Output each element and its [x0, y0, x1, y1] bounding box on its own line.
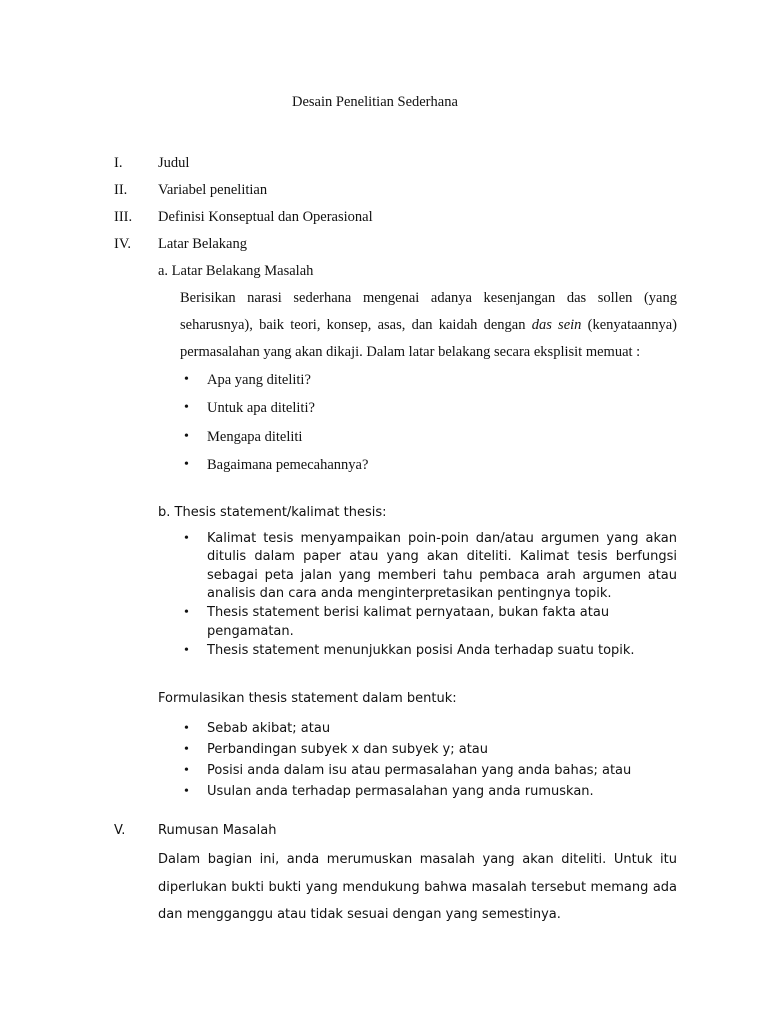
section-number: V. [114, 823, 126, 838]
bullet-dot: • [184, 643, 189, 658]
section-label: Judul [158, 155, 190, 171]
paragraph-line: Dalam bagian ini, anda merumuskan masalah yang akan diteliti. Untuk itu [158, 852, 677, 867]
italic-term: das sein [531, 317, 582, 333]
bullet-dot: • [184, 742, 189, 757]
section-number: II. [114, 182, 128, 198]
list-item: Sebab akibat; atau [207, 721, 331, 736]
list-item: Untuk apa diteliti? [207, 400, 315, 416]
paragraph-line [180, 317, 677, 334]
section-number: I. [114, 155, 123, 171]
list-item: Apa yang diteliti? [207, 372, 311, 388]
subsection-b-heading: b. Thesis statement/kalimat thesis: [158, 505, 387, 520]
section-label: Latar Belakang [158, 236, 247, 252]
bullet-dot: • [184, 605, 189, 620]
paragraph-line: permasalahan yang akan dikaji. Dalam latar belakang secara eksplisit memuat : [180, 344, 641, 360]
bullet-dot: • [184, 372, 189, 387]
list-item-line: pengamatan. [207, 624, 294, 639]
list-item-line: analisis dan cara anda menginterpretasikan pentingnya topik. [207, 586, 612, 601]
bullet-dot: • [184, 721, 189, 736]
section-number: III. [114, 209, 133, 225]
bullet-dot: • [184, 531, 189, 546]
section-label: Definisi Konseptual dan Operasional [158, 209, 373, 225]
list-item-line: Kalimat tesis menyampaikan poin-poin dan/atau argumen yang akan [207, 531, 677, 546]
list-item: Bagaimana pemecahannya? [207, 457, 369, 473]
bullet-dot: • [184, 400, 189, 415]
paragraph-line: dan mengganggu atau tidak sesuai dengan yang semestinya. [158, 907, 561, 922]
bullet-dot: • [184, 457, 189, 472]
section-label: Rumusan Masalah [158, 823, 277, 838]
list-item-line: Thesis statement menunjukkan posisi Anda terhadap suatu topik. [207, 643, 635, 658]
paragraph-line: Berisikan narasi sederhana mengenai adanya kesenjangan das sollen (yang [180, 290, 677, 306]
page-title: Desain Penelitian Sederhana [292, 94, 458, 110]
list-item: Usulan anda terhadap permasalahan yang anda rumuskan. [207, 784, 594, 799]
formulasi-heading: Formulasikan thesis statement dalam bentuk: [158, 691, 457, 706]
list-item: Perbandingan subyek x dan subyek y; atau [207, 742, 488, 757]
subsection-a-heading: a. Latar Belakang Masalah [158, 263, 314, 279]
list-item-line: ditulis dalam paper atau yang akan diteliti. Kalimat tesis berfungsi [207, 549, 677, 564]
bullet-dot: • [184, 784, 189, 799]
section-number: IV. [114, 236, 132, 252]
bullet-dot: • [184, 429, 189, 444]
paragraph-text: seharusnya), baik teori, konsep, asas, dan kaidah dengan [180, 317, 532, 333]
paragraph-text: (kenyataannya) [581, 317, 678, 333]
list-item: Posisi anda dalam isu atau permasalahan yang anda bahas; atau [207, 763, 632, 778]
list-item-line: sebagai peta jalan yang memberi tahu pembaca arah argumen atau [207, 568, 677, 583]
section-label: Variabel penelitian [158, 182, 268, 198]
list-item-line: Thesis statement berisi kalimat pernyataan, bukan fakta atau [207, 605, 610, 620]
list-item: Mengapa diteliti [207, 429, 303, 445]
bullet-dot: • [184, 763, 189, 778]
paragraph-line: diperlukan bukti bukti yang mendukung bahwa masalah tersebut memang ada [158, 880, 677, 895]
